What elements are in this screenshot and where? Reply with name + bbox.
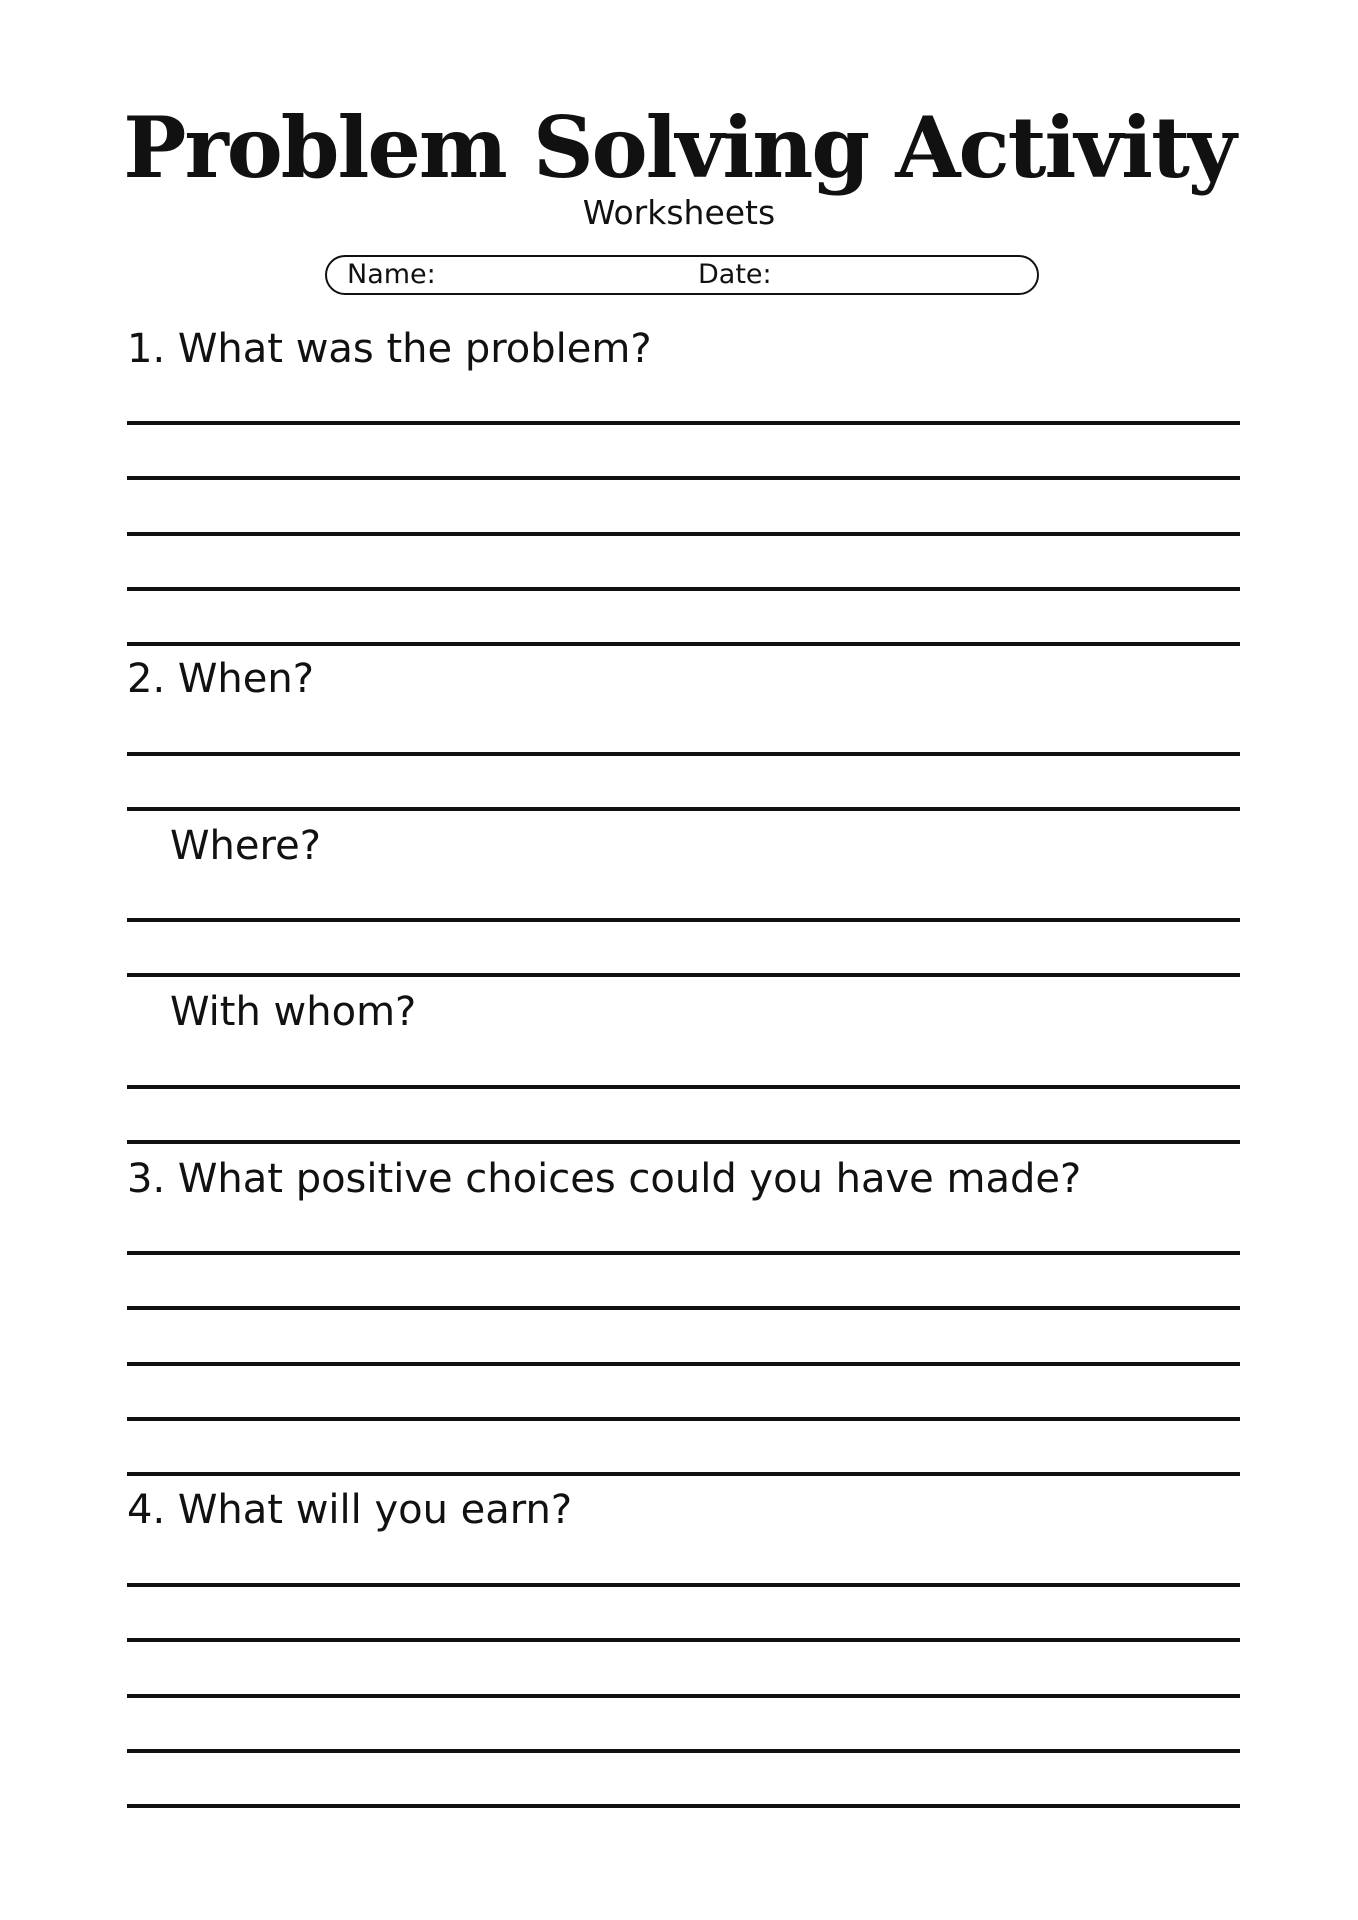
question-1: 1. What was the problem? bbox=[127, 326, 652, 372]
answer-line[interactable] bbox=[127, 973, 1240, 977]
answer-line[interactable] bbox=[127, 1638, 1240, 1642]
date-label: Date: bbox=[698, 259, 772, 290]
question-2: 2. When? bbox=[127, 656, 314, 702]
answer-line[interactable] bbox=[127, 1362, 1240, 1366]
answer-line[interactable] bbox=[127, 642, 1240, 646]
question-4: 4. What will you earn? bbox=[127, 1487, 573, 1533]
question-3: 3. What positive choices could you have made? bbox=[127, 1156, 1082, 1202]
answer-line[interactable] bbox=[127, 532, 1240, 536]
answer-line[interactable] bbox=[127, 1306, 1240, 1310]
sub-question-where: Where? bbox=[170, 823, 321, 869]
answer-line[interactable] bbox=[127, 1472, 1240, 1476]
answer-line[interactable] bbox=[127, 1140, 1240, 1144]
answer-line[interactable] bbox=[127, 918, 1240, 922]
sub-question-with-whom: With whom? bbox=[170, 989, 417, 1035]
answer-line[interactable] bbox=[127, 1804, 1240, 1808]
answer-line[interactable] bbox=[127, 476, 1240, 480]
answer-line[interactable] bbox=[127, 1749, 1240, 1753]
answer-line[interactable] bbox=[127, 1251, 1240, 1255]
answer-line[interactable] bbox=[127, 752, 1240, 756]
worksheet-title: Problem Solving Activity bbox=[123, 98, 1235, 197]
answer-line[interactable] bbox=[127, 1694, 1240, 1698]
answer-line[interactable] bbox=[127, 807, 1240, 811]
answer-line[interactable] bbox=[127, 1417, 1240, 1421]
answer-line[interactable] bbox=[127, 587, 1240, 591]
answer-line[interactable] bbox=[127, 421, 1240, 425]
answer-line[interactable] bbox=[127, 1085, 1240, 1089]
answer-line[interactable] bbox=[127, 1583, 1240, 1587]
worksheet-subtitle: Worksheets bbox=[582, 193, 776, 232]
name-date-box bbox=[325, 255, 1039, 295]
name-label: Name: bbox=[347, 259, 436, 290]
